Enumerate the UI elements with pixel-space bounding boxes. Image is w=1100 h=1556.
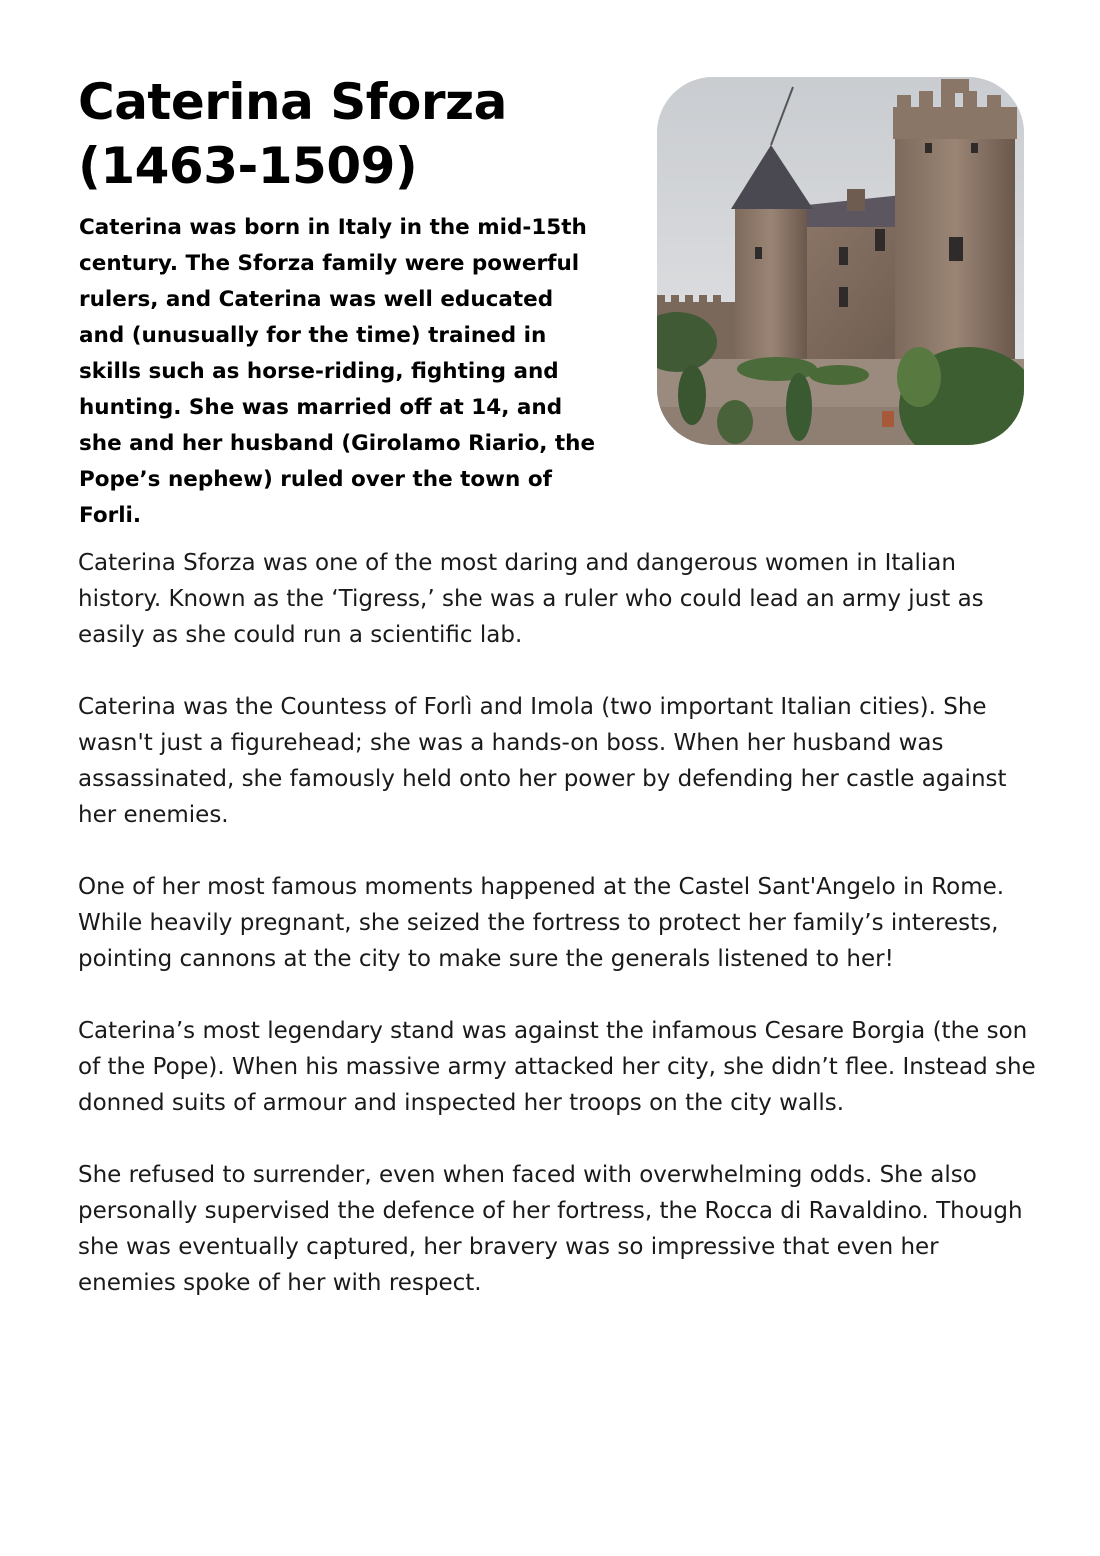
body-paragraph: One of her most famous moments happened at the Castel Sant'Angelo in Rome. While heavily pregnant, she seized the fortress to protect her family’s interests, pointing cannons at the city to make sure the generals listened to her! [78,874,1005,972]
body-paragraph: She refused to surrender, even when faced with overwhelming odds. She also personally supervised the defence of her fortress, the Rocca di Ravaldino. Though she was eventually captured, her bravery was so impressive that even her enemies spoke of her with respect. [78,1162,1023,1296]
title-name: Caterina Sforza [78,73,507,131]
page-title [78,70,618,198]
intro-paragraph: Caterina was born in Italy in the mid-15th century. The Sforza family were powerful rulers, and Caterina was well educated and (unusually for the time) trained in skills such as horse-riding, fighting and hunting. She was married off at 14, and she and her husband (Girolamo Riario, the Pope’s nephew) ruled over the town of Forli. [79,215,596,528]
body-paragraph: Caterina’s most legendary stand was against the infamous Cesare Borgia (the son of the Pope). When his massive army attacked her city, she didn’t flee. Instead she donned suits of armour and inspected her troops on the city walls. [78,1018,1036,1116]
body-paragraph: Caterina Sforza was one of the most daring and dangerous women in Italian history. Known as the ‘Tigress,’ she was a ruler who could lead an army just as easily as she could run a scientific lab. [78,550,984,648]
body-paragraph: Caterina was the Countess of Forlì and Imola (two important Italian cities). She wasn't just a figurehead; she was a hands-on boss. When her husband was assassinated, she famously held onto her power by defending her castle against her enemies. [78,694,1007,828]
article-body [78,545,1038,1337]
castle-photo [657,77,1024,445]
title-dates: (1463-1509) [78,137,418,195]
